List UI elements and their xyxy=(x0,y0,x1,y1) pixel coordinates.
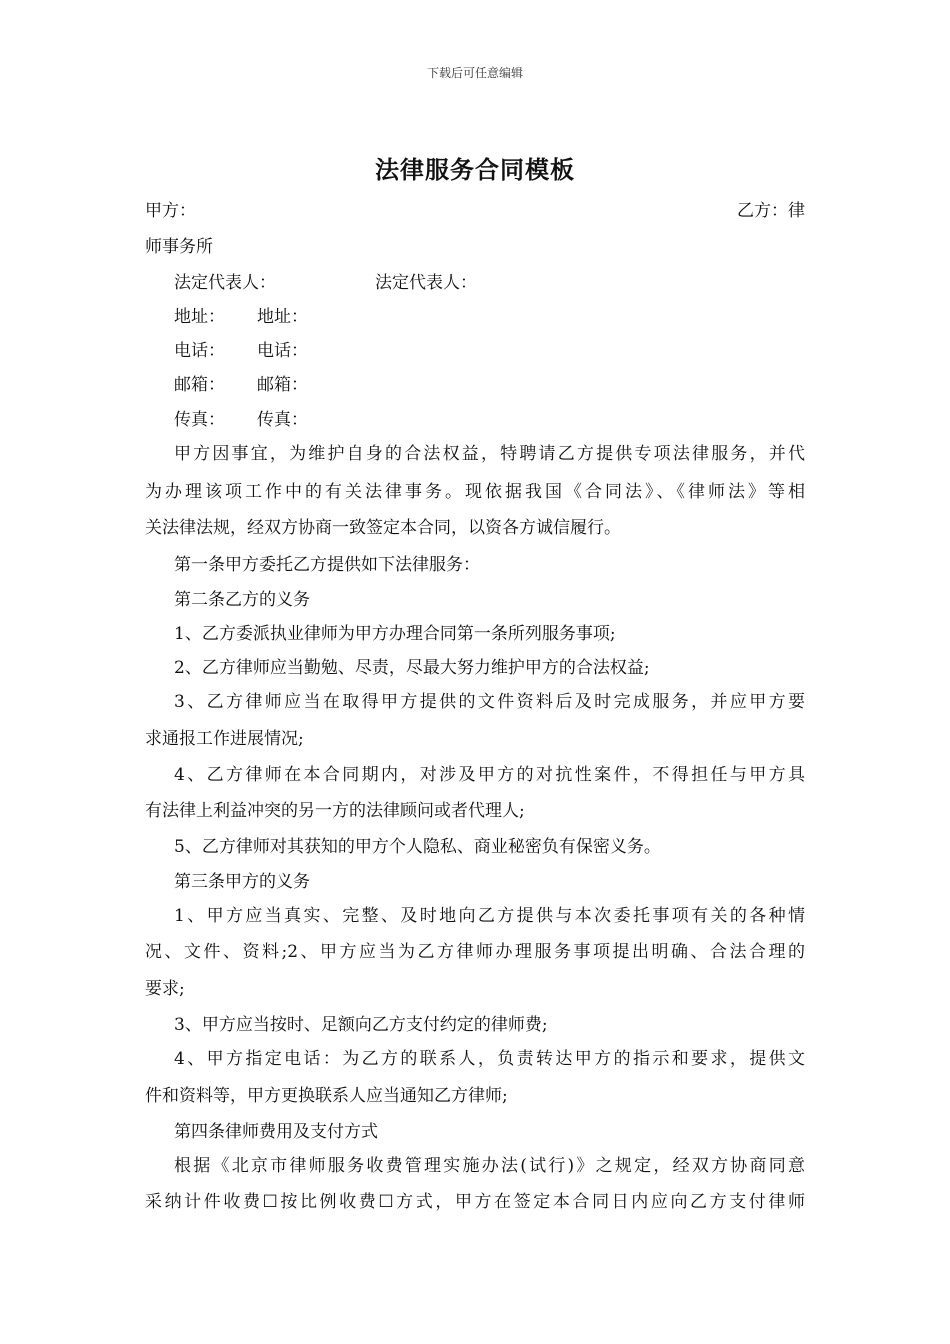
parties-line xyxy=(145,199,805,223)
article-3-item-1-line-3: 要求; xyxy=(145,979,185,999)
email-a-label: 邮箱： xyxy=(174,375,225,395)
header-note: 下载后可任意编辑 xyxy=(426,66,523,80)
phone-line xyxy=(174,339,805,363)
rep-a-label: 法定代表人： xyxy=(174,273,276,293)
fax-line xyxy=(174,408,805,432)
address-line xyxy=(174,305,805,329)
fax-a-label: 传真： xyxy=(174,410,225,430)
rep-b-label: 法定代表人： xyxy=(375,273,477,293)
party-b-label: 乙方：律 xyxy=(737,201,805,221)
intro-paragraph-line-1: 甲方因事宜，为维护自身的合法权益，特聘请乙方提供专项法律服务，并代 xyxy=(174,444,805,464)
article-2-item-5: 5、乙方律师对其获知的甲方个人隐私、商业秘密负有保密义务。 xyxy=(174,837,661,857)
addr-b-label: 地址： xyxy=(257,307,308,327)
article-2-heading: 第二条乙方的义务 xyxy=(174,590,310,610)
article-2-item-2: 2、乙方律师应当勤勉、尽责，尽最大努力维护甲方的合法权益; xyxy=(174,658,650,678)
intro-paragraph-line-2: 为办理该项工作中的有关法律事务。现依据我国《合同法》、《律师法》等相 xyxy=(145,482,805,502)
party-a-label: 甲方： xyxy=(145,201,196,221)
article-3-heading: 第三条甲方的义务 xyxy=(174,872,310,892)
document-title: 法律服务合同模板 xyxy=(375,155,575,184)
party-b-continued: 师事务所 xyxy=(145,237,213,257)
addr-a-label: 地址： xyxy=(174,307,225,327)
intro-paragraph-line-3: 关法律法规，经双方协商一致签定本合同，以资各方诚信履行。 xyxy=(145,518,621,538)
tel-b-label: 电话： xyxy=(257,341,308,361)
article-3-item-4-line-1: 4、甲方指定电话：为乙方的联系人，负责转达甲方的指示和要求，提供文 xyxy=(174,1049,805,1069)
email-b-label: 邮箱： xyxy=(257,375,308,395)
article-4-heading: 第四条律师费用及支付方式 xyxy=(174,1122,378,1142)
article-2-item-4-line-2: 有法律上利益冲突的另一方的法律顾问或者代理人; xyxy=(145,801,525,821)
article-2-item-1: 1、乙方委派执业律师为甲方办理合同第一条所列服务事项; xyxy=(174,624,616,644)
article-3-item-1-line-1: 1、甲方应当真实、完整、及时地向乙方提供与本次委托事项有关的各种情 xyxy=(174,906,805,926)
article-4-paragraph-line-2: 采纳计件收费☐按比例收费☐方式，甲方在签定本合同日内应向乙方支付律师 xyxy=(145,1192,805,1212)
article-2-item-4-line-1: 4、乙方律师在本合同期内，对涉及甲方的对抗性案件，不得担任与甲方具 xyxy=(174,765,805,785)
article-2-item-3-line-1: 3、乙方律师应当在取得甲方提供的文件资料后及时完成服务，并应甲方要 xyxy=(174,692,805,712)
article-3-item-3: 3、甲方应当按时、足额向乙方支付约定的律师费; xyxy=(174,1015,548,1035)
tel-a-label: 电话： xyxy=(174,341,225,361)
article-3-item-1-line-2: 况、文件、资料;2、甲方应当为乙方律师办理服务事项提出明确、合法合理的 xyxy=(145,942,805,962)
fax-b-label: 传真： xyxy=(257,410,308,430)
rep-line xyxy=(174,271,805,295)
article-1-heading: 第一条甲方委托乙方提供如下法律服务： xyxy=(174,555,480,575)
article-2-item-3-line-2: 求通报工作进展情况; xyxy=(145,729,304,749)
article-4-paragraph-line-1: 根据《北京市律师服务收费管理实施办法(试行)》之规定，经双方协商同意 xyxy=(174,1156,805,1176)
article-3-item-4-line-2: 件和资料等，甲方更换联系人应当通知乙方律师; xyxy=(145,1086,508,1106)
email-line xyxy=(174,373,805,397)
